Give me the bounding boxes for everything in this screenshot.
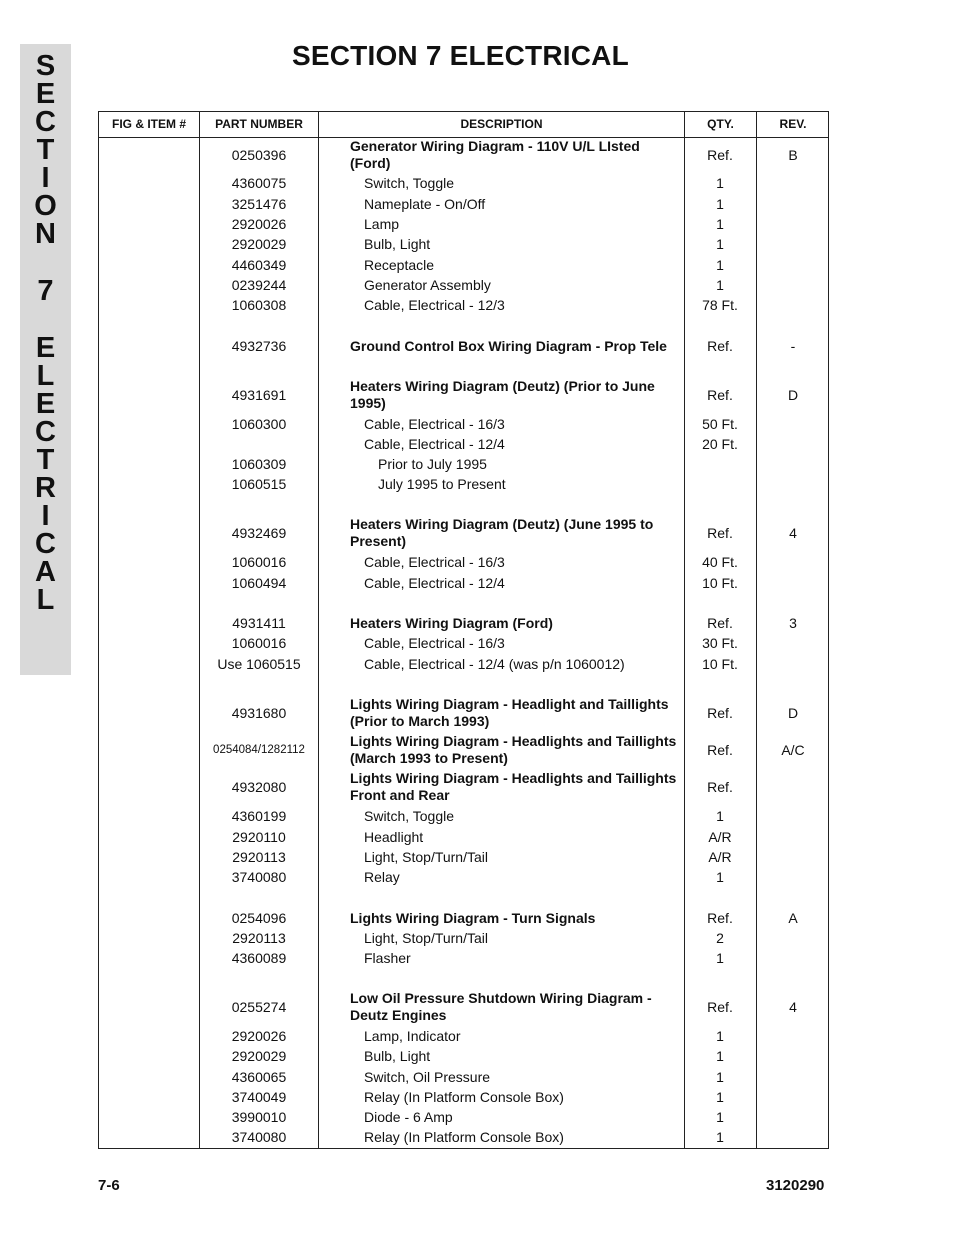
section-side-tab (20, 44, 71, 675)
part-description: Receptacle (364, 256, 435, 273)
page-title: SECTION 7 ELECTRICAL (292, 40, 629, 71)
side-tab-letter: N (35, 218, 56, 250)
side-tab-letter: C (35, 528, 56, 560)
part-description: Heaters Wiring Diagram (Ford) (350, 614, 553, 631)
part-qty: 10 Ft. (702, 655, 738, 672)
part-number: 1060494 (231, 574, 287, 591)
part-number: 3740080 (231, 868, 287, 885)
side-tab-letter: T (36, 134, 55, 166)
part-qty: 1 (716, 215, 724, 232)
part-description: Cable, Electrical - 16/3 (364, 553, 505, 570)
part-description: Lamp (364, 215, 400, 232)
part-number: 4931680 (231, 704, 287, 721)
part-description: Headlight (364, 828, 424, 845)
part-qty: 1 (716, 1068, 724, 1085)
part-qty: 10 Ft. (702, 574, 738, 591)
part-number: 2920029 (231, 235, 287, 252)
part-qty: Ref. (707, 778, 733, 795)
part-number: 1060309 (231, 455, 287, 472)
part-number: 0239244 (231, 276, 287, 293)
part-description: Prior to July 1995 (378, 455, 487, 472)
part-qty: 1 (716, 1047, 724, 1064)
part-qty: Ref. (707, 337, 733, 354)
part-number: 2920113 (232, 848, 286, 865)
part-description: Light, Stop/Turn/Tail (364, 848, 488, 865)
header-qty: QTY. (707, 117, 734, 131)
part-description: Lights Wiring Diagram - Headlights and Taillights (March 1993 to Present) (350, 733, 677, 766)
part-number: 1060300 (231, 415, 287, 432)
part-qty: 78 Ft. (702, 296, 738, 313)
header-part-number: PART NUMBER (215, 117, 303, 131)
part-rev: A/C (781, 741, 805, 758)
part-description: Bulb, Light (364, 235, 431, 252)
part-number: 0250396 (231, 146, 287, 163)
part-description: July 1995 to Present (378, 475, 506, 492)
part-qty: A/R (708, 828, 732, 845)
part-description: Bulb, Light (364, 1047, 431, 1064)
part-description: Relay (In Platform Console Box) (364, 1128, 564, 1145)
part-rev: D (787, 704, 799, 721)
part-number: 1060016 (231, 553, 287, 570)
side-tab-letter: T (36, 444, 55, 476)
part-number: 2920029 (231, 1047, 287, 1064)
part-number: 4931691 (231, 386, 287, 403)
part-description: Low Oil Pressure Shutdown Wiring Diagram - Deutz Engines (350, 990, 652, 1023)
side-tab-letter: A (35, 556, 56, 588)
part-description: Relay (364, 868, 400, 885)
part-description: Cable, Electrical - 12/4 (364, 574, 505, 591)
part-description: Nameplate - On/Off (364, 195, 486, 212)
part-description: Heaters Wiring Diagram (Deutz) (June 1995 to Present) (350, 516, 654, 549)
part-rev: D (787, 386, 799, 403)
part-number: 4360089 (231, 949, 287, 966)
part-number: 4360065 (231, 1068, 287, 1085)
side-tab-letter: E (35, 388, 56, 420)
part-number: 1060016 (231, 634, 287, 651)
part-description: Lights Wiring Diagram - Headlights and Taillights Front and Rear (350, 770, 677, 803)
part-qty: 30 Ft. (702, 634, 738, 651)
part-number: 1060515 (231, 475, 287, 492)
part-rev: A (788, 909, 798, 926)
part-description: Heaters Wiring Diagram (Deutz) (Prior to June 1995) (350, 378, 655, 411)
part-description: Lamp, Indicator (364, 1027, 461, 1044)
part-rev: 4 (789, 524, 797, 541)
part-description: Ground Control Box Wiring Diagram - Prop Tele (350, 337, 667, 354)
part-description: Cable, Electrical - 12/4 (was p/n 1060012) (364, 655, 625, 672)
part-description: Cable, Electrical - 12/4 (364, 435, 505, 452)
header-rev: REV. (779, 117, 807, 131)
part-number: 2920026 (231, 215, 287, 232)
part-qty: Ref. (707, 614, 733, 631)
part-number: 0254096 (231, 909, 287, 926)
part-description: Diode - 6 Amp (364, 1108, 453, 1125)
part-qty: Ref. (707, 741, 733, 758)
side-tab-letter: I (41, 500, 50, 532)
part-description: Generator Assembly (364, 276, 491, 293)
part-qty: 1 (716, 235, 724, 252)
part-description: Relay (In Platform Console Box) (364, 1088, 564, 1105)
part-description: Cable, Electrical - 12/3 (364, 296, 505, 313)
part-number: 2920113 (232, 929, 286, 946)
part-description: Flasher (364, 949, 411, 966)
part-description: Switch, Oil Pressure (364, 1068, 491, 1085)
part-description: Switch, Toggle (364, 807, 455, 824)
part-number: 4932469 (231, 524, 287, 541)
part-qty: 20 Ft. (702, 435, 738, 452)
part-qty: A/R (708, 848, 732, 865)
part-number: Use 1060515 (217, 655, 301, 672)
part-number: 3990010 (231, 1108, 287, 1125)
part-qty: 1 (716, 807, 724, 824)
part-number: 4931411 (232, 614, 286, 631)
part-description: Lights Wiring Diagram - Headlight and Taillights (Prior to March 1993) (350, 696, 669, 729)
part-qty: 1 (716, 256, 724, 273)
part-description: Generator Wiring Diagram - 110V U/L LIsted (Ford) (350, 138, 640, 171)
part-number: 4932080 (231, 778, 287, 795)
part-qty: 1 (716, 1128, 724, 1145)
side-tab-letter: O (34, 190, 57, 222)
side-tab-letter: E (35, 332, 56, 364)
part-qty: 1 (716, 276, 724, 293)
part-rev: B (788, 146, 798, 163)
part-qty: 2 (716, 929, 724, 946)
side-tab-letter: S (35, 50, 56, 82)
header-fig-item: FIG & ITEM # (111, 117, 186, 131)
part-number: 2920110 (232, 828, 286, 845)
page-number: 7-6 (98, 1177, 120, 1194)
part-qty: Ref. (707, 704, 733, 721)
part-qty: 1 (716, 195, 724, 212)
part-number: 0254084/1282112 (213, 743, 305, 756)
side-tab-letter: L (36, 584, 55, 616)
side-tab-letter: 7 (37, 275, 54, 307)
part-rev: 4 (789, 998, 797, 1015)
part-qty: 1 (716, 1027, 724, 1044)
side-tab-letter: I (41, 162, 50, 194)
part-number: 4360199 (231, 807, 287, 824)
part-qty: Ref. (707, 998, 733, 1015)
part-number: 3251476 (231, 195, 287, 212)
side-tab-letter: L (36, 360, 55, 392)
part-qty: 40 Ft. (702, 553, 738, 570)
part-number: 3740049 (231, 1088, 287, 1105)
part-description: Cable, Electrical - 16/3 (364, 415, 505, 432)
part-qty: 1 (716, 1088, 724, 1105)
part-number: 2920026 (231, 1027, 287, 1044)
side-tab-letter: C (35, 106, 56, 138)
part-number: 4360075 (231, 174, 287, 191)
part-qty: 50 Ft. (702, 415, 738, 432)
part-description: Light, Stop/Turn/Tail (364, 929, 488, 946)
header-description: DESCRIPTION (460, 117, 543, 131)
part-rev: 3 (789, 614, 797, 631)
part-number: 3740080 (231, 1128, 287, 1145)
side-tab-letter: E (35, 78, 56, 110)
part-description: Switch, Toggle (364, 174, 455, 191)
column-divider (318, 111, 319, 1149)
side-tab-letter: R (35, 472, 56, 504)
part-number: 0255274 (231, 998, 287, 1015)
part-rev: - (790, 337, 796, 354)
part-number: 1060308 (231, 296, 287, 313)
part-number: 4932736 (231, 337, 287, 354)
document-number: 3120290 (766, 1177, 825, 1194)
part-description: Lights Wiring Diagram - Turn Signals (350, 909, 596, 926)
part-description: Cable, Electrical - 16/3 (364, 634, 505, 651)
part-qty: 1 (716, 1108, 724, 1125)
part-qty: 1 (716, 174, 724, 191)
part-qty: Ref. (707, 146, 733, 163)
part-qty: Ref. (707, 386, 733, 403)
part-qty: 1 (716, 868, 724, 885)
part-qty: 1 (716, 949, 724, 966)
side-tab-letter: C (35, 416, 56, 448)
part-number: 4460349 (231, 256, 287, 273)
part-qty: Ref. (707, 909, 733, 926)
part-qty: Ref. (707, 524, 733, 541)
